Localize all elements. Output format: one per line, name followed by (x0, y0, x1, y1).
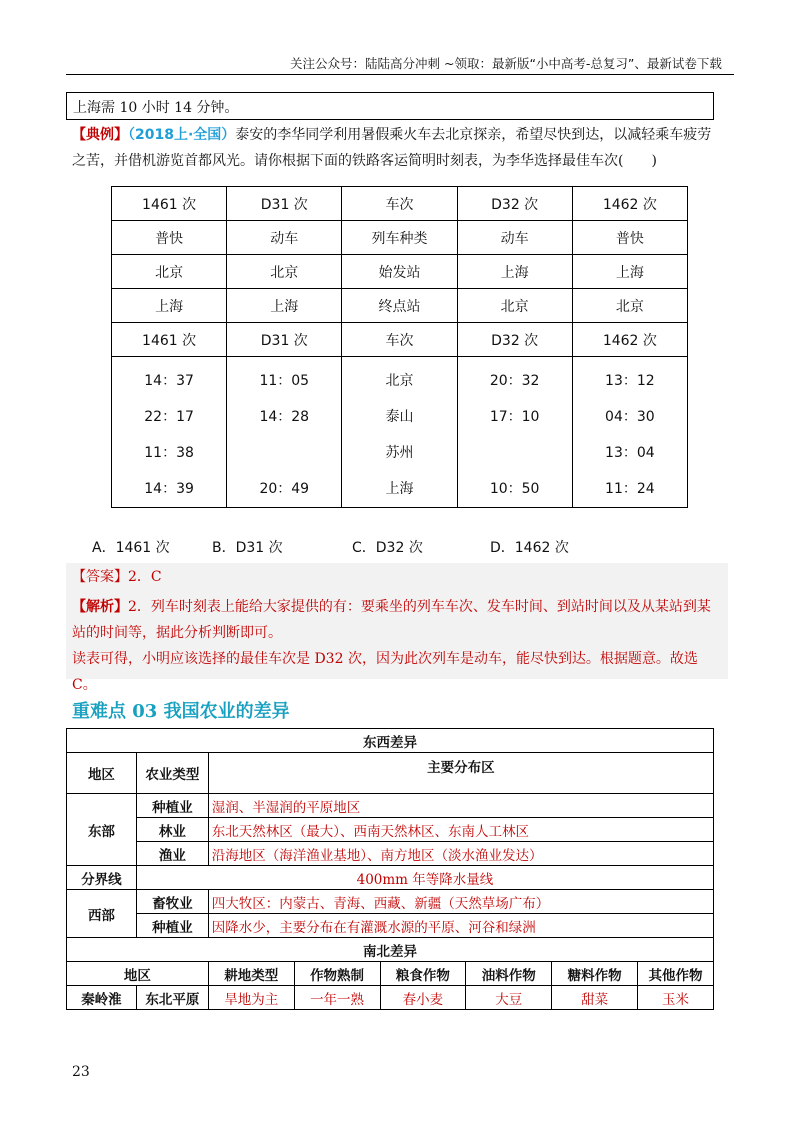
ns-header-farmland: 耕地类型 (208, 962, 294, 986)
west-type-1: 畜牧业 (136, 890, 208, 914)
timetable-row (112, 289, 688, 323)
timetable-times-cell (227, 357, 342, 508)
answer-label: 【答案】2．C (72, 569, 162, 585)
example-tag: 【典例】 (72, 127, 128, 143)
ns-cropping: 一年一熟 (294, 986, 380, 1010)
timetable-time: 04：30 (605, 409, 655, 425)
timetable-cell: 车次 (342, 323, 457, 357)
ns-other: 玉米 (638, 986, 714, 1010)
timetable-row (112, 187, 688, 221)
timetable-times-cell (112, 357, 227, 508)
page-number: 23 (72, 1064, 90, 1080)
timetable-times-cell (457, 357, 572, 508)
option-b[interactable]: B．D31 次 (212, 540, 283, 556)
analysis-line-1: 2．列车时刻表上能给大家提供的有：要乘坐的列车车次、发车时间、到站时间以及从某站到某 (128, 599, 711, 615)
example-question (72, 122, 722, 174)
timetable-time: 11：38 (144, 445, 194, 461)
example-source: （2018上·全国） (128, 127, 236, 143)
east-type-3: 渔业 (136, 842, 208, 866)
timetable-cell: 列车种类 (342, 221, 457, 255)
north-south-title: 南北差异 (67, 938, 714, 962)
option-c[interactable]: C．D32 次 (352, 540, 423, 556)
timetable-time: 14：28 (259, 409, 310, 425)
timetable-time: 14：37 (144, 373, 194, 389)
col-type: 农业类型 (136, 753, 208, 794)
timetable-cell: 普快 (572, 221, 687, 255)
timetable-cell: 北京 (572, 289, 687, 323)
ns-oil: 大豆 (466, 986, 552, 1010)
timetable-cell: 北京 (112, 255, 227, 289)
boundary-value: 400mm 年等降水量线 (136, 866, 713, 890)
agriculture-difference-table (66, 728, 714, 1010)
timetable-time: 11：05 (259, 373, 310, 389)
timetable-cell: 动车 (227, 221, 342, 255)
east-type-1: 种植业 (136, 794, 208, 818)
timetable-time: 11：24 (605, 481, 655, 497)
timetable-cell: 始发站 (342, 255, 457, 289)
timetable-cell: 1461 次 (112, 323, 227, 357)
timetable-time: 20：49 (259, 481, 310, 497)
ns-header-oil: 油料作物 (466, 962, 552, 986)
timetable-time: 10：50 (489, 481, 540, 497)
timetable-time: 13：12 (605, 373, 655, 389)
region-east: 东部 (67, 794, 137, 866)
col-region: 地区 (67, 753, 137, 794)
timetable-cell: 上海 (457, 255, 572, 289)
region-west: 西部 (67, 890, 137, 938)
timetable-cell: 车次 (342, 187, 457, 221)
ns-header-grain: 粮食作物 (380, 962, 466, 986)
timetable-cell: 北京 (227, 255, 342, 289)
timetable-time (458, 435, 572, 471)
ns-header-other: 其他作物 (638, 962, 714, 986)
col-distribution: 主要分布区 (208, 753, 713, 794)
east-dist-1: 湿润、半湿润的平原地区 (208, 794, 713, 818)
timetable-cell: 上海 (112, 289, 227, 323)
analysis-line-2: 站的时间等，据此分析判断即可。 (72, 625, 282, 641)
timetable-time: 14：39 (144, 481, 194, 497)
west-dist-1: 四大牧区：内蒙古、青海、西藏、新疆（天然草场广布） (208, 890, 713, 914)
timetable-row (112, 255, 688, 289)
west-dist-2: 因降水少，主要分布在有灌溉水源的平原、河谷和绿洲 (208, 914, 713, 938)
timetable-cell: 1462 次 (572, 187, 687, 221)
timetable-cell: D32 次 (457, 187, 572, 221)
previous-answer-box: 上海需 10 小时 14 分钟。 (66, 92, 714, 120)
ns-farmland: 旱地为主 (208, 986, 294, 1010)
example-line-1: 泰安的李华同学利用暑假乘火车去北京探亲，希望尽快到达，以减轻乘车疲劳 (235, 127, 712, 143)
timetable-times-cell (572, 357, 687, 508)
ns-sugar: 甜菜 (552, 986, 638, 1010)
timetable-time: 13：04 (605, 445, 655, 461)
east-dist-3: 沿海地区（海洋渔业基地）、南方地区（淡水渔业发达） (208, 842, 713, 866)
timetable-cell: 普快 (112, 221, 227, 255)
timetable-cell: D32 次 (457, 323, 572, 357)
ns-header-region: 地区 (67, 962, 209, 986)
timetable-cell: 北京 (457, 289, 572, 323)
timetable-time: 22：17 (144, 409, 194, 425)
timetable-row (112, 221, 688, 255)
timetable-time: 泰山 (385, 409, 414, 425)
timetable-cell: 1462 次 (572, 323, 687, 357)
ns-header-sugar: 糖料作物 (552, 962, 638, 986)
ns-grain: 春小麦 (380, 986, 466, 1010)
timetable-cell: 1461 次 (112, 187, 227, 221)
east-type-2: 林业 (136, 818, 208, 842)
analysis-line-3: 读表可得，小明应该选择的最佳车次是 D32 次，因为此次列车是动车，能尽快到达。根据题意。故选 C。 (72, 651, 698, 693)
ns-region: 秦岭淮 (67, 986, 137, 1010)
example-line-2: 之苦，并借机游览首都风光。请你根据下面的铁路客运简明时刻表，为李华选择最佳车次( ) (72, 153, 657, 169)
east-west-title: 东西差异 (67, 729, 714, 753)
page-header: 关注公众号：陆陆高分冲刺 ~领取：最新版“小中高考-总复习”、最新试卷下载 (290, 56, 722, 71)
timetable-time: 苏州 (385, 445, 414, 461)
timetable-row (112, 323, 688, 357)
option-d[interactable]: D．1462 次 (490, 540, 569, 556)
timetable-cell: 动车 (457, 221, 572, 255)
analysis (72, 594, 724, 698)
timetable-time: 上海 (385, 481, 414, 497)
timetable-cell: D31 次 (227, 323, 342, 357)
timetable-time: 20：32 (489, 373, 540, 389)
analysis-label: 【解析】 (72, 599, 128, 615)
ns-subregion: 东北平原 (136, 986, 208, 1010)
header-divider (66, 74, 734, 75)
timetable-cell: 上海 (572, 255, 687, 289)
timetable-time: 17：10 (489, 409, 540, 425)
timetable-cell: 上海 (227, 289, 342, 323)
ns-header-cropping: 作物熟制 (294, 962, 380, 986)
east-dist-2: 东北天然林区（最大）、西南天然林区、东南人工林区 (208, 818, 713, 842)
timetable-cell: D31 次 (227, 187, 342, 221)
option-a[interactable]: A．1461 次 (92, 540, 170, 556)
timetable-time: 北京 (385, 373, 414, 389)
boundary-label: 分界线 (67, 866, 137, 890)
timetable-times-row (112, 357, 688, 508)
west-type-2: 种植业 (136, 914, 208, 938)
timetable-time (227, 435, 341, 471)
section-heading: 重难点 03 我国农业的差异 (72, 701, 290, 722)
train-timetable (111, 186, 688, 508)
timetable-times-cell (342, 357, 457, 508)
timetable-cell: 终点站 (342, 289, 457, 323)
